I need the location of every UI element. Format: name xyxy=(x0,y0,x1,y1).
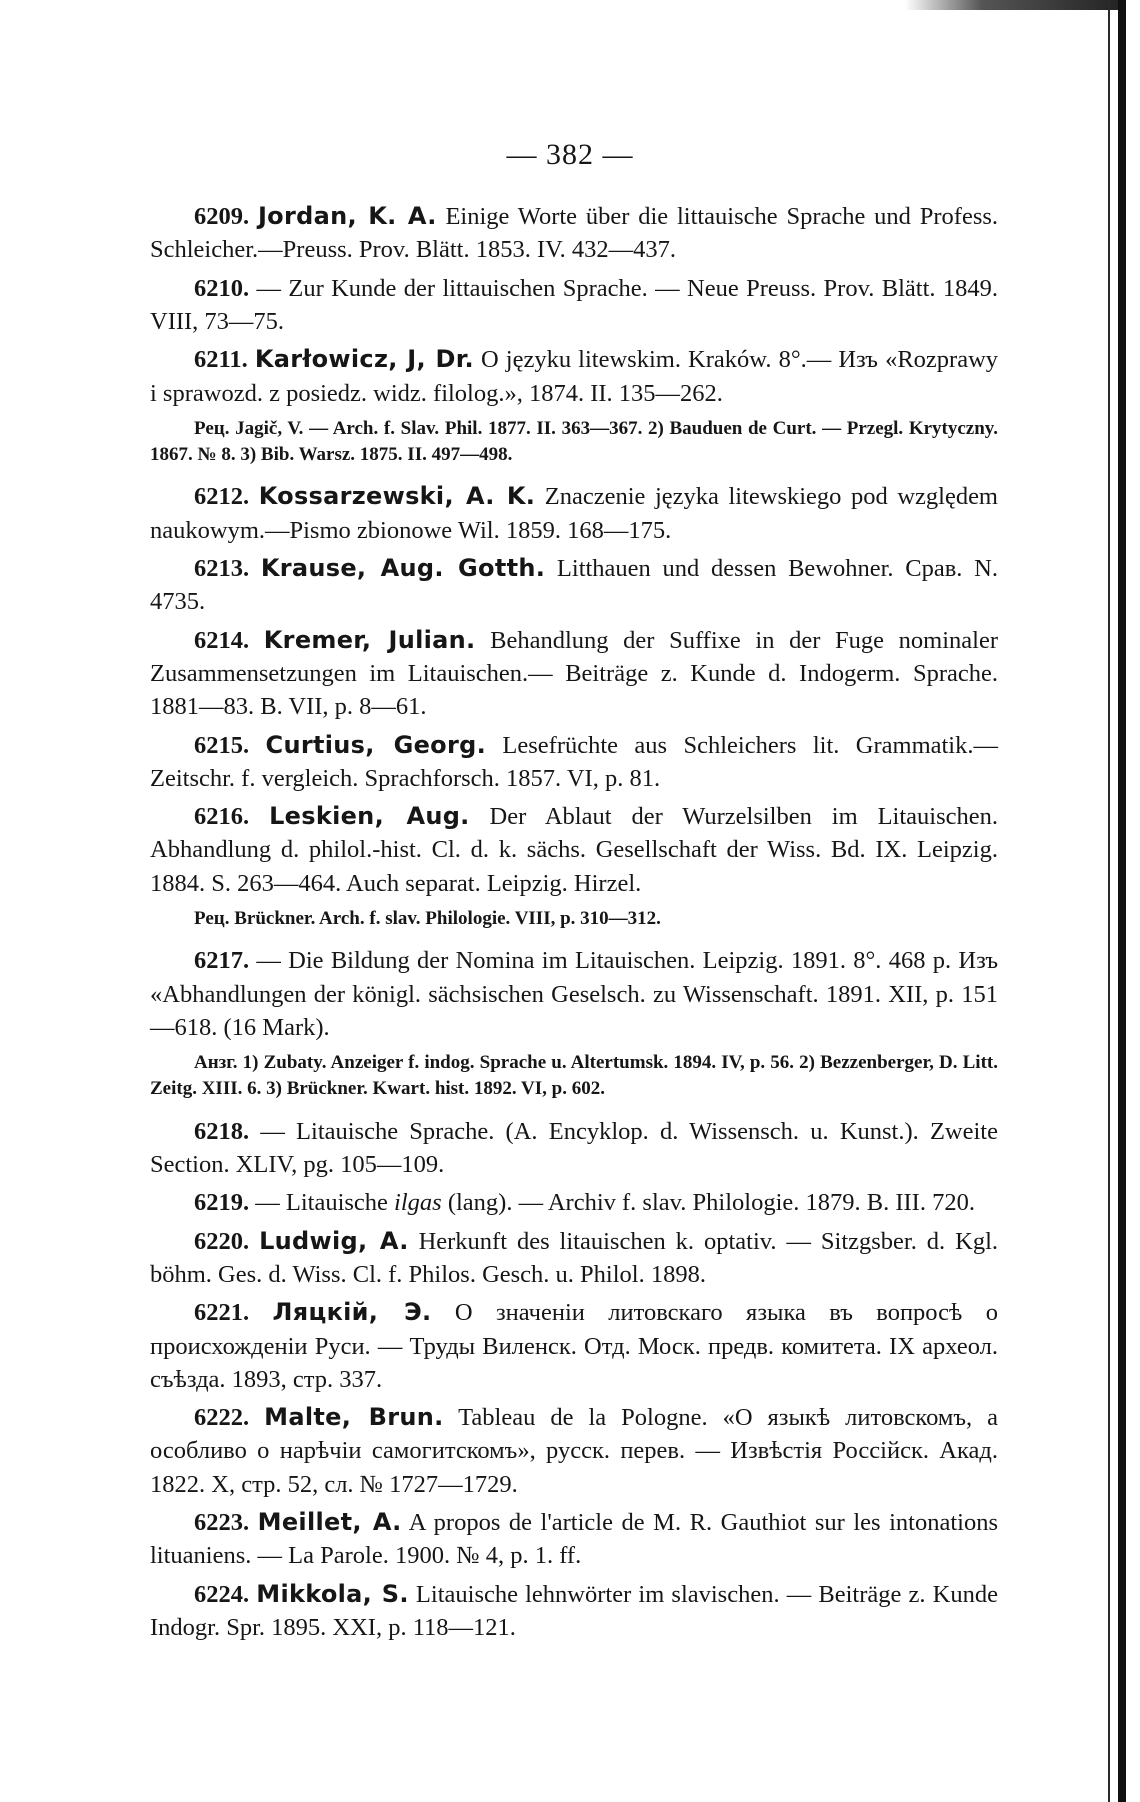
entry-author: Krause, Aug. Gotth. xyxy=(260,553,546,582)
entry-number: 6211. xyxy=(194,346,248,374)
review-note: Рец. Brückner. Arch. f. slav. Philologie. VIII, p. 310—312. xyxy=(194,908,661,930)
bibliography-entry xyxy=(150,800,998,900)
bibliography-entry xyxy=(150,1578,998,1645)
bibliography-entry xyxy=(150,1506,998,1573)
entry-text: Herkunft des litauischen k. optativ. — Sitzgsber. d. Kgl. böhm. Ges. d. Wiss. Cl. f. Philos. Gesch. u. Philol. 1898. xyxy=(150,1227,998,1288)
bibliography-entry xyxy=(150,1115,998,1182)
page-number: — 382 — xyxy=(506,138,634,171)
entry-number: 6210. xyxy=(194,274,250,302)
bibliography-entry xyxy=(150,1225,998,1292)
entry-number: 6224. xyxy=(194,1580,250,1608)
entry-number: 6221. xyxy=(194,1299,250,1327)
entry-text-cont: (lang). — Archiv f. slav. Philologie. 1879. B. III. 720. xyxy=(441,1189,975,1217)
entry-text: Litauische lehnwörter im slavischen. — Beiträge z. Kunde Indogr. Spr. 1895. XXI, p. 118—121. xyxy=(150,1580,998,1642)
entry-author: Curtius, Georg. xyxy=(265,730,486,759)
entry-author: Mikkola, S. xyxy=(256,1579,409,1608)
entry-text: O języku litewskim. Kraków. 8°.— Изъ «Rozprawy i sprawozd. z posiedz. widz. filolog.», 1874. II. 135—262. xyxy=(150,346,999,407)
entry-number: 6223. xyxy=(194,1509,250,1537)
scan-edge-line xyxy=(1108,0,1110,1802)
entry-text: Der Ablaut der Wurzelsilben im Litauischen. Abhandlung d. philol.-hist. Cl. d. k. sächs. Gesellschaft der Wiss. Bd. IX. Leipzig. 1884. S. 263—464. Auch separat. Leipzig. Hirzel. xyxy=(150,803,998,897)
entry-author: Ляцкій, Э. xyxy=(272,1298,432,1327)
bibliography-entry xyxy=(150,552,998,619)
bibliography-entry xyxy=(150,480,998,547)
entry-text: Lesefrüchte aus Schleichers lit. Grammatik.—Zeitschr. f. vergleich. Sprachforsch. 1857. VI, p. 81. xyxy=(150,731,998,792)
entry-author: Kremer, Julian. xyxy=(263,625,476,654)
entry-text: Znaczenie języka litewskiego pod względem naukowym.—Pismo zbionowe Wil. 1859. 168—175. xyxy=(150,483,998,544)
entry-text: Einige Worte über die littauische Sprache und Profess. Schleicher.—Preuss. Prov. Blätt. 1853. IV. 432—437. xyxy=(150,203,999,264)
entry-number: 6216. xyxy=(194,803,250,831)
entry-text: — Litauische xyxy=(249,1189,395,1217)
review-note: Рец. Jagič, V. — Arch. f. Slav. Phil. 1877. II. 363—367. 2) Bauduen de Curt. — Przegl. Krytyczny. 1867. № 8. 3) Bib. Warsz. 1875. II. 497—498. xyxy=(150,417,998,466)
entry-text: A propos de l'article de M. R. Gauthiot sur les intonations lituaniens. — La Parole. 1900. № 4, p. 1. ff. xyxy=(150,1509,999,1570)
bibliography-entry xyxy=(150,1296,998,1396)
entry-text: — Zur Kunde der littauischen Sprache. — Neue Preuss. Prov. Blätt. 1849. VIII, 73—75. xyxy=(150,274,998,335)
entry-number: 6212. xyxy=(194,483,250,511)
bibliography-entry xyxy=(150,729,998,796)
entry-number: 6218. xyxy=(194,1117,250,1145)
entry-text: Behandlung der Suffixe in der Fuge nominaler Zusammensetzungen im Litauischen.— Beiträge z. Kunde d. Indogerm. Sprache. 1881—83. B. VII, p. 8—61. xyxy=(150,626,999,721)
entry-text: Tableau de la Pologne. «О языкѣ литовскомъ, а особливо о нарѣчіи самогитскомъ», русск. перев. — Извѣстія Россійск. Акад. 1822. X, стр. 52, сл. № 1727—1729. xyxy=(150,1404,999,1498)
entry-number: 6214. xyxy=(194,626,250,654)
bibliography-entry xyxy=(150,1401,998,1501)
review-note: Анзг. 1) Zubaty. Anzeiger f. indog. Sprache u. Altertumsk. 1894. IV, p. 56. 2) Bezzenberger, D. Litt. Zeitg. XIII. 6. 3) Brückner. Kwart. hist. 1892. VI, p. 602. xyxy=(150,1052,998,1100)
entry-author: Jordan, K. A. xyxy=(257,202,437,230)
entry-italic-word: ilgas xyxy=(394,1189,442,1217)
entry-number: 6217. xyxy=(194,947,250,975)
entry-number: 6213. xyxy=(194,554,250,582)
entry-author: Meillet, A. xyxy=(257,1508,402,1537)
bibliography-entry xyxy=(150,624,998,724)
entry-author: Karłowicz, J, Dr. xyxy=(254,345,474,374)
entry-author: Ludwig, A. xyxy=(259,1226,409,1255)
entry-text: — Die Bildung der Nomina im Litauischen. Leipzig. 1891. 8°. 468 p. Изъ «Abhandlungen der königl. sächsischen Geselsch. zu Wissenschaft. 1891. XII, p. 151—618. (16 Mark). xyxy=(150,947,998,1041)
bibliography-entry xyxy=(150,944,998,1044)
entry-number: 6220. xyxy=(194,1227,250,1255)
bibliography-entry xyxy=(150,200,998,267)
entry-text: О значеніи литовскаго языка въ вопросѣ о происхожденіи Руси. — Труды Виленск. Отд. Моск. предв. комитета. IX археол. съѣзда. 1893, стр. 337. xyxy=(150,1299,998,1393)
bibliography-entry xyxy=(150,272,998,339)
entry-author: Malte, Brun. xyxy=(264,1403,444,1432)
entry-text: Litthauen und dessen Bewohner. Срав. N. 4735. xyxy=(150,554,998,616)
entry-author: Kossarzewski, A. K. xyxy=(258,482,536,511)
bibliography-entry xyxy=(150,1186,998,1219)
bibliography-entry xyxy=(150,343,998,410)
scan-edge-top xyxy=(905,0,1125,10)
entry-number: 6222. xyxy=(194,1404,250,1432)
bibliography-list xyxy=(150,200,998,1649)
scan-edge-right xyxy=(1118,0,1126,1802)
entry-text: — Litauische Sprache. (A. Encyklop. d. Wissensch. u. Kunst.). Zweite Section. XLIV, pg. 105—109. xyxy=(150,1117,998,1178)
entry-number: 6219. xyxy=(194,1189,250,1217)
entry-number: 6209. xyxy=(194,203,250,230)
entry-author: Leskien, Aug. xyxy=(269,802,470,831)
entry-number: 6215. xyxy=(194,731,250,759)
